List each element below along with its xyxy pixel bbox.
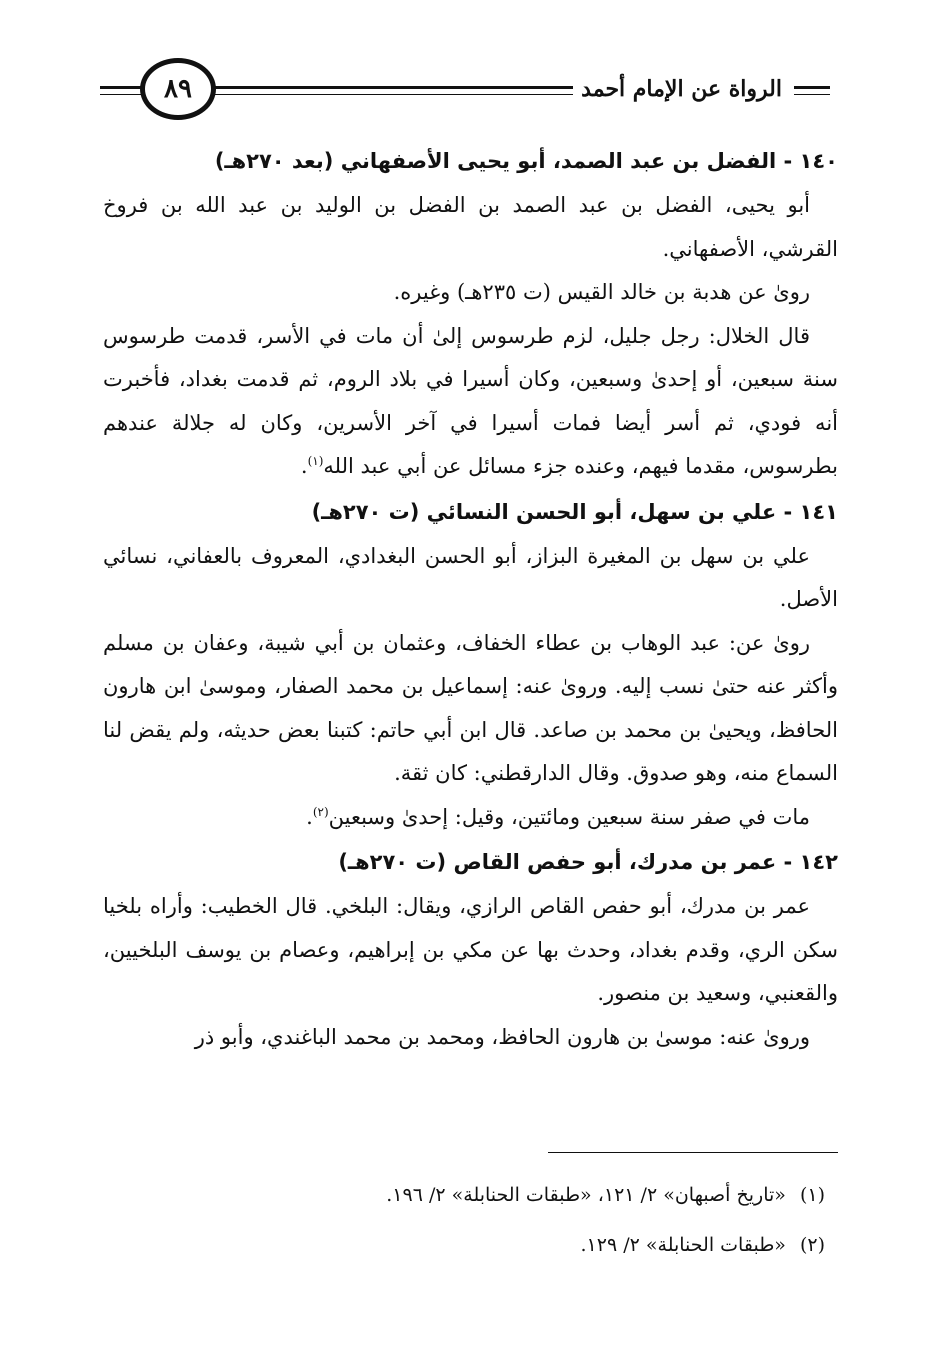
header-rule [794, 94, 830, 95]
page-number: ٨٩ [140, 58, 216, 120]
footnotes [103, 1170, 825, 1270]
header-rule [794, 86, 830, 89]
end-punct: . [300, 454, 308, 478]
paragraph: عمر بن مدرك، أبو حفص القاص الرازي، ويقال: البلخي. قال الخطيب: وأراه بلخيا سكن الري، وقدم بغداد، وحدث بها عن مكي بن إبراهيم، وعصام بن يوسف البلخيين، والقعنبي، وسعيد بن منصور. [103, 894, 838, 1005]
paragraph: علي بن سهل بن المغيرة البزاز، أبو الحسن البغدادي، المعروف بالعفاني، نسائي الأصل. [103, 543, 838, 611]
paragraph: روىٰ عن: عبد الوهاب بن عطاء الخفاف، وعثمان بن أبي شيبة، وعفان بن مسلم وأكثر عنه حتىٰ نسب إليه. وروىٰ عنه: إسماعيل بن محمد الصفار، وموسىٰ ابن هارون الحافظ، ويحيىٰ بن محمد بن صاعد. قال ابن أبي حاتم: كتبنا بعض حديثه، ولم يقض لنا السماع منه، وهو صدوق. وقال الدارقطني: كان ثقة. [103, 630, 838, 785]
footnote-text: «طبقات الحنابلة» ٢/ ١٢٩. [580, 1234, 786, 1256]
header-rule [210, 94, 595, 95]
header-rule [100, 86, 145, 89]
footnote [103, 1170, 825, 1220]
header-rule [100, 94, 145, 95]
entry-title: ١٤١ - علي بن سهل، أبو الحسن النسائي (ت ٢٧٠هـ) [311, 499, 838, 524]
paragraph-text: قال الخلال: رجل جليل، لزم طرسوس إلىٰ أن مات في الأسر، قدمت طرسوس سنة سبعين، أو إحدىٰ وسبعين، وكان أسيرا في بلاد الروم، ثم قدمت بغداد، فأخبرت أنه فودي، ثم أسر أيضا فمات أسيرا في آخر الأسرين، وكان له جلالة عندهم بطرسوس، مقدما فيهم، وعنده جزء مسائل عن أبي عبد الله [103, 323, 838, 478]
footnote-separator [548, 1152, 838, 1153]
paragraph: أبو يحيى، الفضل بن عبد الصمد بن الفضل بن الوليد بن عبد الله بن فروخ القرشي، الأصفهاني. [103, 193, 838, 261]
header-rule [210, 86, 595, 89]
entry-title: ١٤٠ - الفضل بن عبد الصمد، أبو يحيى الأصفهاني (بعد ٢٧٠هـ) [214, 149, 838, 173]
footnote-mark: (١) [307, 454, 324, 468]
footnote-mark: (٢) [312, 804, 329, 819]
footnote-number: (٢) [799, 1234, 825, 1256]
running-title: الرواة عن الإمام أحمد [573, 76, 790, 102]
footnote-text: «تاريخ أصبهان» ٢/ ١٢١، «طبقات الحنابلة» ٢/ ١٩٦. [386, 1184, 786, 1206]
paragraph-text: مات في صفر سنة سبعين ومائتين، وقيل: إحدىٰ وسبعين [328, 804, 810, 829]
footnote-number: (١) [799, 1184, 825, 1206]
paragraph [103, 315, 838, 489]
end-punct: . [306, 804, 313, 829]
page-body [103, 138, 838, 1059]
paragraph: روىٰ عن هدبة بن خالد القيس (ت ٢٣٥هـ) وغيره. [393, 280, 810, 304]
entry-title: ١٤٢ - عمر بن مدرك، أبو حفص القاص (ت ٢٧٠هـ) [338, 850, 838, 874]
footnote [103, 1220, 825, 1270]
paragraph: وروىٰ عنه: موسىٰ بن هارون الحافظ، ومحمد بن محمد الباغندي، وأبو ذر [194, 1024, 810, 1049]
paragraph [103, 796, 838, 840]
page-header [100, 58, 830, 128]
